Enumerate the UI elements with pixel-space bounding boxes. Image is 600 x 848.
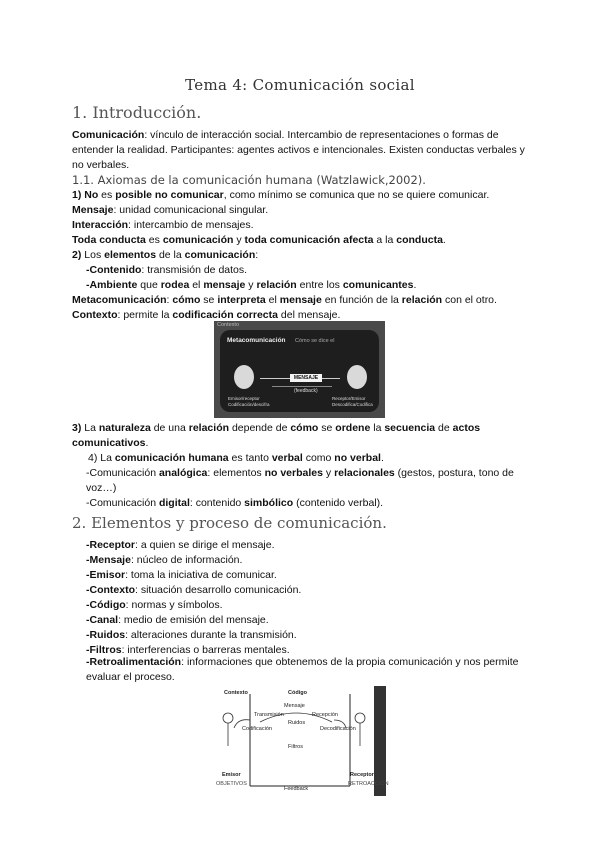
label-recepcion: Recepción bbox=[312, 712, 338, 718]
text: : alteraciones durante la transmisión. bbox=[125, 629, 297, 641]
text: de una bbox=[150, 422, 189, 434]
text-bold: relacionales bbox=[334, 467, 395, 479]
term: -Ruidos bbox=[86, 629, 126, 641]
text-bold: posible no comunicar bbox=[115, 189, 224, 201]
section-heading-axiomas: 1.1. Axiomas de la comunicación humana (Watzlawick,2002). bbox=[72, 173, 426, 187]
term: -Canal bbox=[86, 614, 119, 626]
text-bold: relación bbox=[401, 294, 443, 306]
term: -Retroalimentación bbox=[86, 656, 182, 668]
term: -Receptor bbox=[86, 539, 136, 551]
text-bold: Metacomunicación bbox=[72, 294, 167, 306]
element-emisor bbox=[86, 568, 277, 583]
label-contexto: Contexto bbox=[224, 690, 248, 696]
text: es tanto bbox=[228, 452, 272, 464]
text: : normas y símbolos. bbox=[125, 599, 223, 611]
text-bold: cómo bbox=[290, 422, 319, 434]
term: -Filtros bbox=[86, 644, 122, 656]
text: : intercambio de mensajes. bbox=[128, 219, 254, 231]
text-bold: mensaje bbox=[279, 294, 322, 306]
text: : bbox=[166, 294, 173, 306]
axiom-number: 1) bbox=[72, 189, 82, 201]
text-bold: simbólico bbox=[244, 497, 294, 509]
text: : permite la bbox=[117, 309, 173, 321]
text: : unidad comunicacional singular. bbox=[113, 204, 269, 216]
figure-corner-label: Contexto bbox=[217, 322, 240, 328]
text: se bbox=[318, 422, 336, 434]
face-right-icon bbox=[347, 365, 367, 389]
text-bold: comunicación humana bbox=[114, 452, 229, 464]
definition-interaccion bbox=[72, 218, 254, 233]
element-contexto bbox=[86, 583, 301, 598]
text-bold: digital bbox=[158, 497, 190, 509]
axiom-1 bbox=[72, 188, 489, 203]
label-feedback: Feedback bbox=[284, 786, 309, 792]
left-caption-1: Emisor/receptor bbox=[228, 396, 260, 401]
text-bold: comunicantes bbox=[342, 279, 414, 291]
text-bold: no verbales bbox=[264, 467, 323, 479]
text-bold: secuencia bbox=[384, 422, 436, 434]
term: -Contenido bbox=[86, 264, 142, 276]
term: -Código bbox=[86, 599, 126, 611]
text: el bbox=[265, 294, 280, 306]
axiom-2 bbox=[72, 248, 258, 263]
item-ambiente bbox=[86, 278, 416, 293]
text-bold: ordene bbox=[335, 422, 371, 434]
text: es bbox=[98, 189, 116, 201]
text: . bbox=[380, 452, 384, 464]
face-left-icon bbox=[234, 365, 254, 389]
text-bold: Toda conducta bbox=[72, 234, 146, 246]
text: y bbox=[322, 467, 335, 479]
item-analogica bbox=[86, 466, 536, 496]
text-bold: conducta bbox=[396, 234, 443, 246]
toda-conducta-line bbox=[72, 233, 446, 248]
text: . bbox=[145, 437, 149, 449]
axiom-4 bbox=[88, 451, 384, 466]
text-bold: codificación correcta bbox=[172, 309, 278, 321]
text: la bbox=[370, 422, 385, 434]
item-digital bbox=[86, 496, 383, 511]
label-receptor: Receptor bbox=[350, 772, 374, 778]
text: y bbox=[245, 279, 257, 291]
feedback-label: (feedback) bbox=[294, 388, 318, 394]
text: : interferencias o barreras mentales. bbox=[121, 644, 290, 656]
text-bold: mensaje bbox=[203, 279, 246, 291]
text-bold: analógica bbox=[158, 467, 208, 479]
feedback-arrow bbox=[272, 386, 332, 387]
text: a la bbox=[373, 234, 397, 246]
term: -Mensaje bbox=[86, 554, 131, 566]
text-bold: naturaleza bbox=[98, 422, 151, 434]
text-bold: interpreta bbox=[217, 294, 266, 306]
text: el bbox=[189, 279, 204, 291]
text-bold: verbal bbox=[271, 452, 303, 464]
text: como bbox=[302, 452, 335, 464]
text: entre los bbox=[296, 279, 343, 291]
label-emisor: Emisor bbox=[222, 772, 241, 778]
text: que bbox=[137, 279, 161, 291]
text-bold: actos comunicativos bbox=[72, 422, 481, 449]
term: Comunicación bbox=[72, 129, 145, 141]
text: La bbox=[81, 422, 99, 434]
text: -Comunicación bbox=[86, 467, 159, 479]
text: : elementos bbox=[207, 467, 265, 479]
element-ruidos bbox=[86, 628, 297, 643]
text: : informaciones que obtenemos de la propia comunicación y nos permite evaluar el proceso. bbox=[86, 656, 519, 683]
text: : transmisión de datos. bbox=[141, 264, 248, 276]
figure-panel bbox=[220, 330, 379, 412]
text: depende de bbox=[229, 422, 291, 434]
text: : contenido bbox=[189, 497, 245, 509]
text: : a quien se dirige el mensaje. bbox=[135, 539, 275, 551]
element-codigo bbox=[86, 598, 223, 613]
label-objetivos: OBJETIVOS bbox=[216, 781, 247, 787]
text: : situación desarrollo comunicación. bbox=[135, 584, 302, 596]
figure-edge-shade bbox=[374, 686, 386, 796]
definition-text: : vínculo de interacción social. Intercambio de representaciones o formas de entender la realidad. Participantes: agentes activos e intencionales. Existen conductas verbales y no verbales. bbox=[72, 129, 525, 171]
text: con el otro. bbox=[442, 294, 497, 306]
text: : bbox=[255, 249, 259, 261]
metacommunication-figure bbox=[214, 321, 385, 418]
text-bold: toda comunicación afecta bbox=[244, 234, 374, 246]
text-bold: relación bbox=[256, 279, 297, 291]
axiom-number: 3) bbox=[72, 422, 82, 434]
text-bold: comunicación bbox=[184, 249, 256, 261]
definition-comunicacion bbox=[72, 128, 532, 173]
text: . bbox=[442, 234, 446, 246]
term: -Emisor bbox=[86, 569, 126, 581]
text-bold: cómo bbox=[172, 294, 201, 306]
figure-subtitle: Cómo se dice el bbox=[295, 338, 335, 344]
term: Mensaje bbox=[72, 204, 114, 216]
text-bold: No bbox=[84, 189, 99, 201]
text: : núcleo de información. bbox=[130, 554, 243, 566]
label-ruidos: Ruidos bbox=[288, 720, 306, 726]
communication-process-figure bbox=[214, 686, 389, 796]
text-bold: elementos bbox=[104, 249, 157, 261]
text: : toma la iniciativa de comunicar. bbox=[125, 569, 277, 581]
label-retroaccion: RETROACCIÓN bbox=[348, 781, 389, 787]
definition-metacomunicacion bbox=[72, 293, 497, 308]
right-caption-1: Receptor/Emisor bbox=[332, 396, 366, 401]
page-title: Tema 4: Comunicación social bbox=[185, 76, 415, 94]
section-heading-elementos: 2. Elementos y proceso de comunicación. bbox=[72, 514, 387, 532]
text: . bbox=[413, 279, 417, 291]
text-bold: comunicación bbox=[162, 234, 234, 246]
left-caption-2: Codificación/descifra bbox=[228, 402, 270, 407]
label-decodificacion: Decodificación bbox=[320, 726, 356, 732]
text: y bbox=[233, 234, 245, 246]
term: -Contexto bbox=[86, 584, 135, 596]
text: es bbox=[145, 234, 163, 246]
text: del mensaje. bbox=[277, 309, 341, 321]
item-contenido bbox=[86, 263, 247, 278]
text: (gestos, postura, tono de voz…) bbox=[86, 467, 514, 494]
text: 4) La bbox=[88, 452, 115, 464]
label-filtros: Filtros bbox=[288, 744, 303, 750]
element-canal bbox=[86, 613, 269, 628]
text-bold: Contexto bbox=[72, 309, 118, 321]
label-transmision: Transmisión bbox=[254, 712, 284, 718]
element-receptor bbox=[86, 538, 275, 553]
label-codigo: Código bbox=[288, 690, 307, 696]
text: : medio de emisión del mensaje. bbox=[118, 614, 269, 626]
term: Interacción bbox=[72, 219, 129, 231]
text: , como mínimo se comunica que no se quiere comunicar. bbox=[223, 189, 490, 201]
axiom-3 bbox=[72, 421, 532, 451]
text: (contenido verbal). bbox=[293, 497, 384, 509]
right-caption-2: Descodifica/Codifica bbox=[332, 402, 373, 407]
figure-heading: Metacomunicación bbox=[227, 337, 286, 344]
receiver-head-icon bbox=[355, 713, 365, 723]
axiom-number: 2) bbox=[72, 249, 82, 261]
text: de bbox=[435, 422, 453, 434]
text: en función de la bbox=[321, 294, 402, 306]
element-retroalimentacion bbox=[86, 655, 526, 685]
text: se bbox=[200, 294, 218, 306]
section-heading-introduccion: 1. Introducción. bbox=[72, 103, 202, 122]
text-bold: relación bbox=[188, 422, 230, 434]
text-bold: rodea bbox=[160, 279, 190, 291]
text-bold: -Ambiente bbox=[86, 279, 138, 291]
text: Los bbox=[81, 249, 105, 261]
element-mensaje bbox=[86, 553, 242, 568]
text: -Comunicación bbox=[86, 497, 159, 509]
text: de la bbox=[156, 249, 185, 261]
label-mensaje: Mensaje bbox=[284, 703, 305, 709]
emitter-head-icon bbox=[223, 713, 233, 723]
message-box: MENSAJE bbox=[290, 374, 322, 382]
definition-mensaje bbox=[72, 203, 268, 218]
label-codificacion: Codificación bbox=[242, 726, 272, 732]
text-bold: no verbal bbox=[334, 452, 381, 464]
